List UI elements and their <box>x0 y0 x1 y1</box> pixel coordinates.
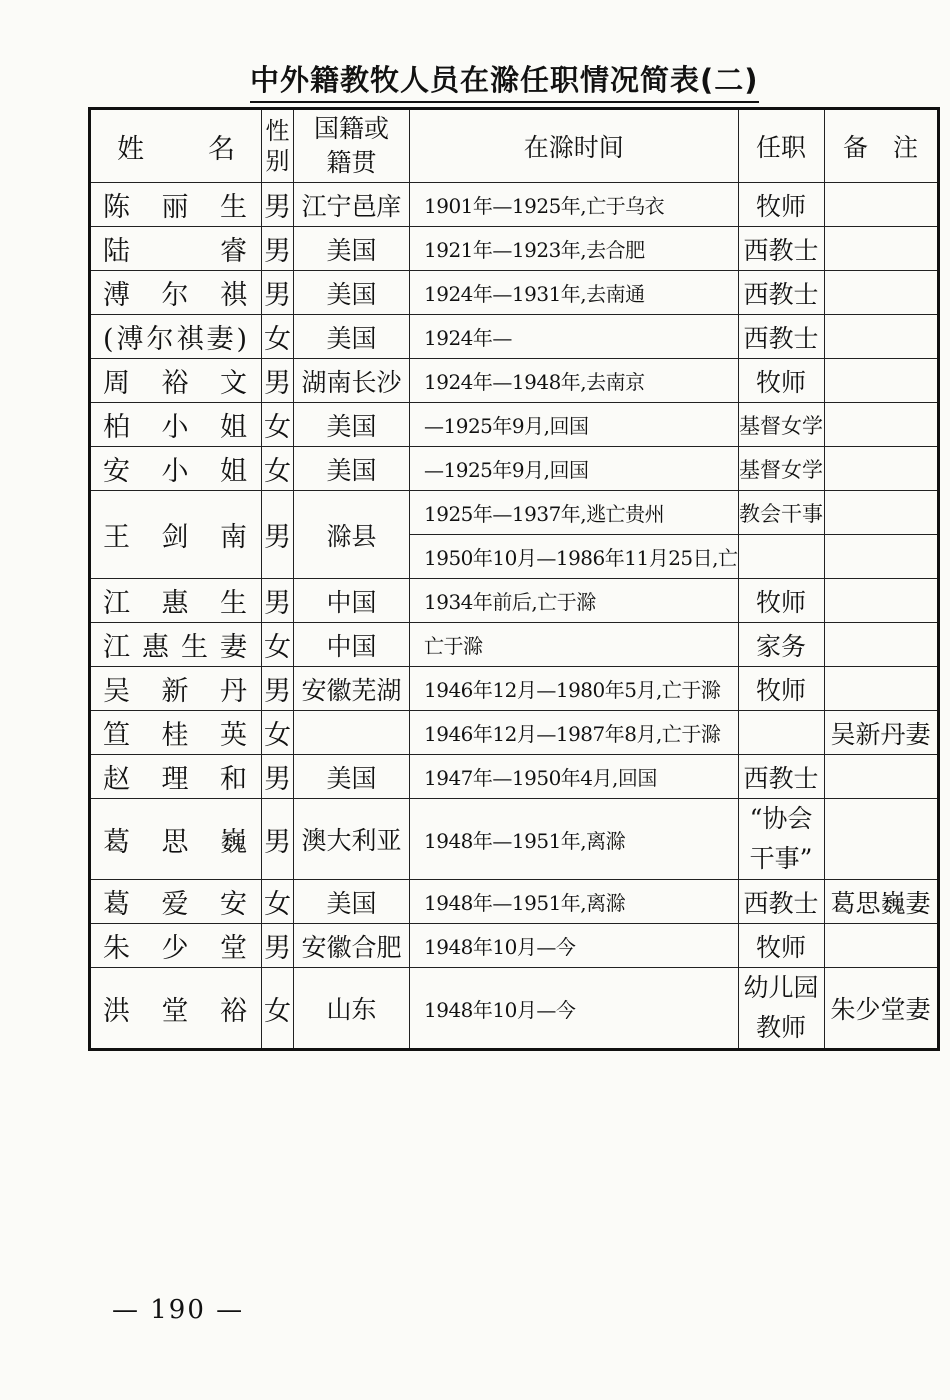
note-cell <box>824 755 938 799</box>
sex-cell: 男 <box>262 491 294 579</box>
name-cell: 陆睿 <box>90 227 262 271</box>
table-row <box>90 755 939 799</box>
time-cell: 1921年—1923年,去合肥 <box>410 227 739 271</box>
time-cell: —1925年9月,回国 <box>410 447 739 491</box>
table-row <box>90 799 939 880</box>
header-sex: 性别 <box>262 109 294 183</box>
note-cell: 葛思巍妻 <box>824 880 938 924</box>
nationality-cell: 美国 <box>294 271 410 315</box>
time-cell: 1948年—1951年,离滁 <box>410 799 739 880</box>
time-cell: 1924年—1948年,去南京 <box>410 359 739 403</box>
note-cell <box>824 924 938 968</box>
sex-cell: 男 <box>262 579 294 623</box>
sex-cell: 男 <box>262 183 294 227</box>
note-cell: 朱少堂妻 <box>824 968 938 1050</box>
table-row <box>90 403 939 447</box>
table-row <box>90 667 939 711</box>
role-cell: 西教士 <box>738 315 824 359</box>
table-row <box>90 924 939 968</box>
role-cell: 西教士 <box>738 880 824 924</box>
table-row <box>90 315 939 359</box>
nationality-cell: 澳大利亚 <box>294 799 410 880</box>
name-cell: 陈丽生 <box>90 183 262 227</box>
nationality-cell: 中国 <box>294 623 410 667</box>
nationality-cell: 湖南长沙 <box>294 359 410 403</box>
time-cell: 1924年—1931年,去南通 <box>410 271 739 315</box>
time-cell: 1947年—1950年4月,回国 <box>410 755 739 799</box>
nationality-cell: 美国 <box>294 403 410 447</box>
nationality-cell: 美国 <box>294 447 410 491</box>
name-cell: 江惠生 <box>90 579 262 623</box>
header-note: 备 注 <box>824 109 938 183</box>
name-cell: 洪堂裕 <box>90 968 262 1050</box>
time-cell: 1948年10月—今 <box>410 924 739 968</box>
header-nationality: 国籍或籍贯 <box>294 109 410 183</box>
table-row <box>90 183 939 227</box>
role-cell: 牧师 <box>738 667 824 711</box>
time-cell: 亡于滁 <box>410 623 739 667</box>
note-cell <box>824 227 938 271</box>
table-row <box>90 623 939 667</box>
nationality-cell: 美国 <box>294 880 410 924</box>
sex-cell: 女 <box>262 623 294 667</box>
role-cell: 基督女学 <box>738 403 824 447</box>
name-cell: 赵理和 <box>90 755 262 799</box>
time-cell: 1925年—1937年,逃亡贵州 <box>410 491 739 535</box>
note-cell: 吴新丹妻 <box>824 711 938 755</box>
role-cell: 牧师 <box>738 579 824 623</box>
table-body <box>90 183 939 1050</box>
role-cell: 家务 <box>738 623 824 667</box>
nationality-cell: 中国 <box>294 579 410 623</box>
nationality-cell: 安徽合肥 <box>294 924 410 968</box>
note-cell <box>824 491 938 535</box>
name-cell: (溥尔祺妻) <box>90 315 262 359</box>
name-cell: 柏小姐 <box>90 403 262 447</box>
name-cell: 溥尔祺 <box>90 271 262 315</box>
time-cell: 1924年— <box>410 315 739 359</box>
table-row <box>90 359 939 403</box>
role-cell: 西教士 <box>738 227 824 271</box>
time-cell: 1948年—1951年,离滁 <box>410 880 739 924</box>
time-cell: 1946年12月—1987年8月,亡于滁 <box>410 711 739 755</box>
table-row <box>90 271 939 315</box>
sex-cell: 女 <box>262 447 294 491</box>
sex-cell: 男 <box>262 359 294 403</box>
role-cell <box>738 535 824 579</box>
page-number: — 190 — <box>112 1295 245 1325</box>
note-cell <box>824 447 938 491</box>
note-cell <box>824 359 938 403</box>
header-time: 在滁时间 <box>410 109 739 183</box>
note-cell <box>824 799 938 880</box>
note-cell <box>824 183 938 227</box>
table-row <box>90 447 939 491</box>
name-cell: 笪桂英 <box>90 711 262 755</box>
nationality-cell: 江宁邑庠 <box>294 183 410 227</box>
sex-cell: 女 <box>262 968 294 1050</box>
note-cell <box>824 535 938 579</box>
sex-cell: 男 <box>262 227 294 271</box>
table-row <box>90 711 939 755</box>
time-cell: 1946年12月—1980年5月,亡于滁 <box>410 667 739 711</box>
note-cell <box>824 579 938 623</box>
table-row <box>90 579 939 623</box>
time-cell: —1925年9月,回国 <box>410 403 739 447</box>
name-cell: 王剑南 <box>90 491 262 579</box>
note-cell <box>824 271 938 315</box>
role-cell: 教会干事 <box>738 491 824 535</box>
note-cell <box>824 315 938 359</box>
table-title: 中外籍教牧人员在滁任职情况简表(二) <box>250 58 759 103</box>
note-cell <box>824 623 938 667</box>
sex-cell: 男 <box>262 667 294 711</box>
name-cell: 安小姐 <box>90 447 262 491</box>
note-cell <box>824 667 938 711</box>
nationality-cell: 滁县 <box>294 491 410 579</box>
sex-cell: 男 <box>262 924 294 968</box>
time-cell: 1950年10月—1986年11月25日,亡 <box>410 535 739 579</box>
time-cell: 1934年前后,亡于滁 <box>410 579 739 623</box>
nationality-cell: 美国 <box>294 755 410 799</box>
sex-cell: 女 <box>262 403 294 447</box>
nationality-cell: 美国 <box>294 227 410 271</box>
role-cell: 牧师 <box>738 924 824 968</box>
header-name: 姓 名 <box>90 109 262 183</box>
name-cell: 朱少堂 <box>90 924 262 968</box>
nationality-cell: 安徽芜湖 <box>294 667 410 711</box>
role-cell <box>738 711 824 755</box>
role-cell: 牧师 <box>738 359 824 403</box>
sex-cell: 男 <box>262 799 294 880</box>
time-cell: 1901年—1925年,亡于乌衣 <box>410 183 739 227</box>
nationality-cell: 美国 <box>294 315 410 359</box>
role-cell: 西教士 <box>738 755 824 799</box>
nationality-cell: 山东 <box>294 968 410 1050</box>
header-row <box>90 109 939 183</box>
role-cell: 基督女学 <box>738 447 824 491</box>
time-cell: 1948年10月—今 <box>410 968 739 1050</box>
sex-cell: 男 <box>262 755 294 799</box>
name-cell: 葛爱安 <box>90 880 262 924</box>
nationality-cell <box>294 711 410 755</box>
staff-table <box>88 107 940 1051</box>
sex-cell: 男 <box>262 271 294 315</box>
name-cell: 吴新丹 <box>90 667 262 711</box>
role-cell: 西教士 <box>738 271 824 315</box>
table-row <box>90 491 939 535</box>
sex-cell: 女 <box>262 711 294 755</box>
name-cell: 葛思巍 <box>90 799 262 880</box>
role-cell: 牧师 <box>738 183 824 227</box>
role-cell: 幼儿园教师 <box>738 968 824 1050</box>
sex-cell: 女 <box>262 315 294 359</box>
table-row <box>90 880 939 924</box>
name-cell: 江惠生妻 <box>90 623 262 667</box>
header-role: 任职 <box>738 109 824 183</box>
note-cell <box>824 403 938 447</box>
name-cell: 周裕文 <box>90 359 262 403</box>
table-row <box>90 968 939 1050</box>
role-cell: “协会干事” <box>738 799 824 880</box>
table-row <box>90 227 939 271</box>
sex-cell: 女 <box>262 880 294 924</box>
